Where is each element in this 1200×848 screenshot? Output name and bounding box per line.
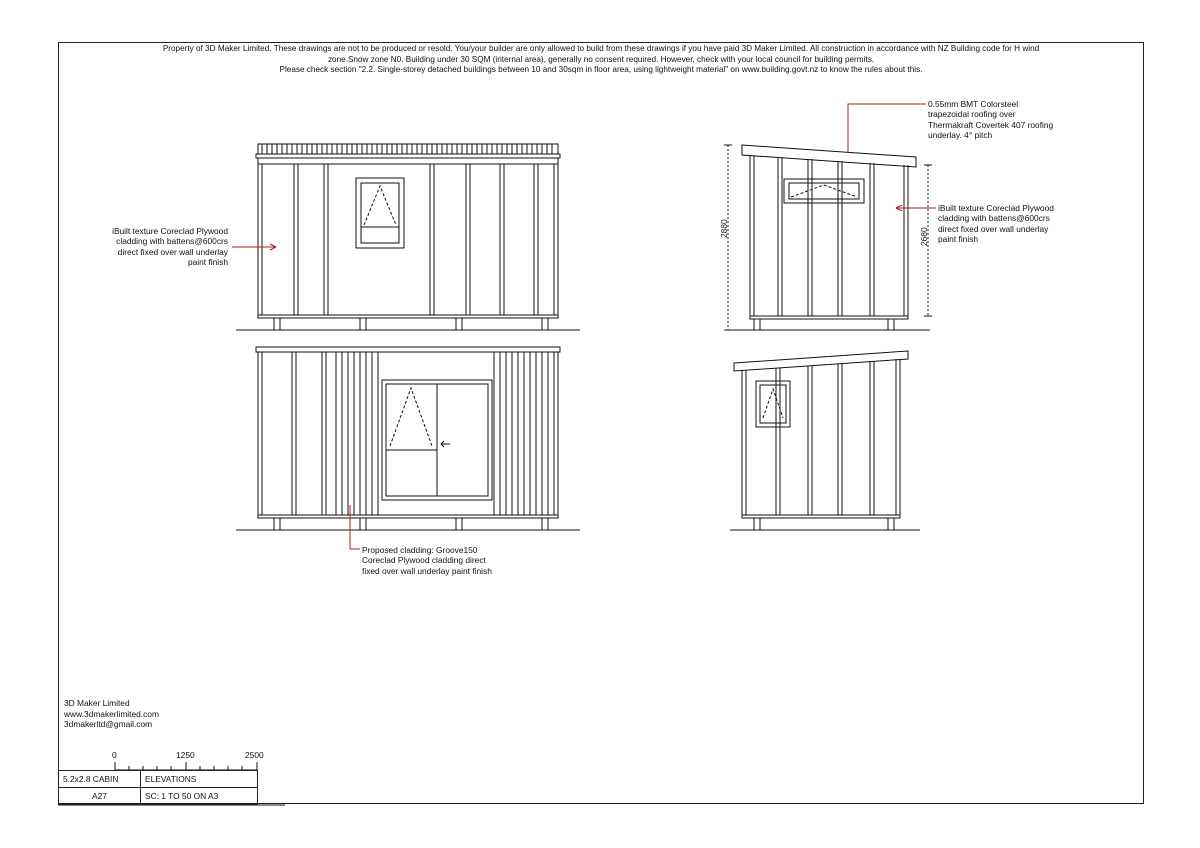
side2-roof	[734, 351, 908, 371]
dim-overall-height: 2880	[719, 219, 729, 238]
leader-proposed-cladding	[350, 505, 360, 549]
note-roofing	[928, 99, 1053, 141]
scale-bar	[115, 762, 257, 770]
front-battens	[262, 164, 554, 315]
door-elev-fascia	[256, 347, 560, 352]
front-window-inner	[361, 183, 399, 243]
side-base	[750, 316, 908, 319]
door-elev-base	[258, 515, 558, 518]
dim-wall-height: 2680	[919, 227, 929, 246]
side2-piles	[754, 518, 894, 530]
company-info	[64, 698, 159, 730]
front-roof-band	[258, 144, 558, 154]
front-roof-ribs	[262, 144, 552, 154]
note-left-cladding	[72, 226, 228, 268]
leader-roofing	[848, 104, 926, 152]
title-block-sheet: A27	[58, 787, 141, 805]
side2-wall-outline	[742, 359, 900, 515]
title-block-project: 5.2x2.8 CABIN	[58, 770, 141, 788]
note-proposed-cladding	[362, 545, 492, 576]
door-elev-piles	[274, 518, 548, 530]
note-left-cladding-line-3: direct fixed over wall underlay	[117, 246, 228, 257]
note-roofing-line-1: 0.55mm BMT Colorsteel	[928, 99, 1019, 109]
note-proposed-cladding-line-1: Proposed cladding: Groove150	[362, 545, 478, 555]
note-right-cladding-line-1: iBuilt texture Coreclad Plywood	[938, 203, 1054, 213]
front-base	[258, 315, 558, 318]
note-right-cladding	[938, 203, 1054, 245]
front-window-frame	[356, 178, 404, 248]
note-proposed-cladding-line-2: Coreclad Plywood cladding direct	[362, 555, 486, 566]
note-roofing-line-2: trapezoidal roofing over	[928, 109, 1016, 120]
side-elevation-right	[724, 145, 932, 330]
scale-label-start: 0	[112, 750, 117, 760]
company-email[interactable]: 3dmakerltd@gmail.com	[64, 719, 153, 730]
side2-window-inner	[760, 385, 786, 423]
note-right-cladding-line-4: paint finish	[938, 234, 979, 245]
front-wall	[258, 164, 558, 315]
note-left-cladding-line-2: cladding with battens@600crs	[116, 236, 228, 247]
side-window-opening-indicator	[791, 185, 857, 197]
header-line-2: zone.Snow zone N0. Building under 30 SQM (internal area), generally no consent required. However, check with your local council for building permits.	[327, 54, 875, 64]
note-right-cladding-line-3: direct fixed over wall underlay	[938, 223, 1049, 234]
door-elev-battens	[262, 352, 554, 515]
side2-base	[742, 515, 900, 518]
front-gutter	[258, 158, 558, 164]
door-elevation	[236, 347, 580, 530]
title-block-scale: SC: 1 TO 50 ON A3	[140, 787, 258, 805]
note-left-cladding-line-4: paint finish	[187, 257, 228, 268]
front-fascia	[256, 154, 560, 158]
front-window-opening-indicator	[364, 186, 396, 225]
side-piles	[754, 319, 894, 330]
side-elevation-left	[730, 351, 920, 530]
title-block-drawing: ELEVATIONS	[140, 770, 258, 788]
front-elevation	[236, 144, 580, 330]
note-roofing-line-3: Thermakraft Covertek 407 roofing	[928, 119, 1054, 130]
note-right-cladding-line-2: cladding with battens@600crs	[938, 213, 1050, 224]
door-opening-indicator	[390, 388, 432, 446]
header-line-1: Property of 3D Maker Limited. These drawings are not to be produced or resold. You/your builder are only allowed to build from these drawings if you have paid 3D Maker Limited. All construction in accordance with NZ Building code for H wind	[162, 44, 1040, 53]
side2-battens	[746, 359, 896, 515]
scale-label-mid: 1250	[176, 750, 195, 760]
company-name: 3D Maker Limited	[64, 698, 130, 708]
note-left-cladding-line-1: iBuilt texture Coreclad Plywood	[112, 226, 228, 236]
door-elev-wall	[258, 352, 558, 515]
note-roofing-line-4: underlay. 4° pitch	[928, 130, 993, 141]
slide-arrow-icon	[441, 441, 450, 447]
note-proposed-cladding-line-3: fixed over wall underlay paint finish	[362, 565, 492, 576]
front-piles	[274, 318, 548, 330]
header-line-3: Please check section "2.2. Single-storey detached buildings between 10 and 30sqm in floor area, using lightweight material" on www.building.govt.nz to know the rules about this.	[279, 65, 923, 75]
side-roof	[742, 145, 916, 167]
company-website[interactable]: www.3dmakerlimited.com	[64, 708, 159, 719]
scale-label-end: 2500	[245, 750, 264, 760]
side-battens	[754, 156, 904, 316]
